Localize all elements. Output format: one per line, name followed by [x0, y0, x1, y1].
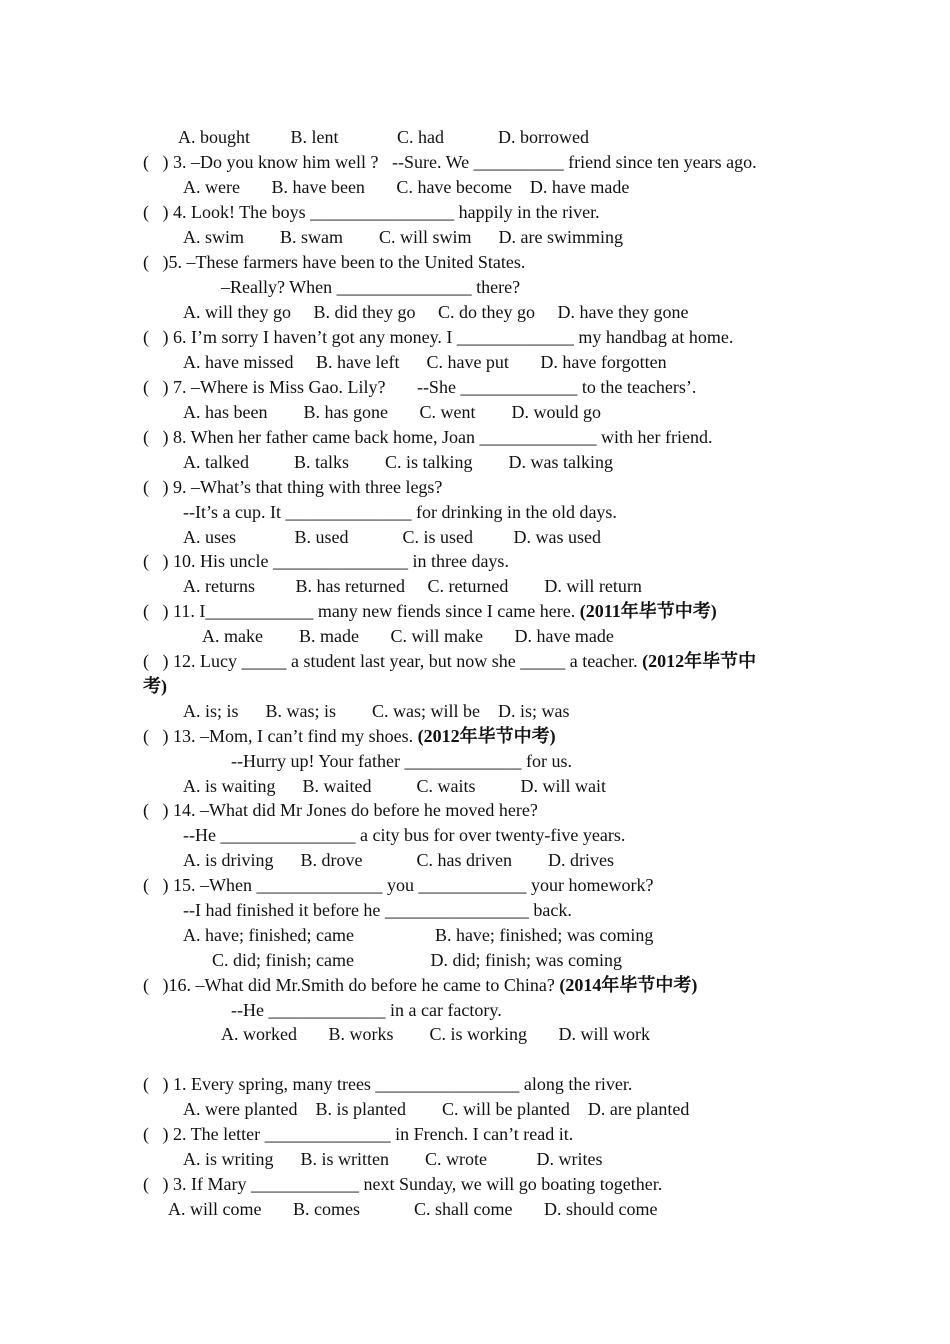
- q8-options: A. talked B. talks C. is talking D. was talking: [183, 452, 613, 472]
- p-q2-options: A. is writing B. is written C. wrote D. writes: [183, 1149, 603, 1169]
- q10-options: A. returns B. has returned C. returned D. will return: [183, 576, 642, 596]
- q16-question-line2: --He _____________ in a car factory.: [231, 1000, 502, 1020]
- q13-question-line2: --Hurry up! Your father _____________ for us.: [231, 751, 572, 771]
- q7-question: ( ) 7. –Where is Miss Gao. Lily? --She _____________ to the teachers’.: [143, 377, 697, 397]
- q15-options-cd: C. did; finish; came D. did; finish; was coming: [212, 950, 622, 970]
- p-q3-options: A. will come B. comes C. shall come D. should come: [168, 1199, 658, 1219]
- q3-options: A. were B. have been C. have become D. have made: [183, 177, 630, 197]
- q15-question: ( ) 15. –When ______________ you ____________ your homework?: [143, 875, 654, 895]
- p-q2-question: ( ) 2. The letter ______________ in French. I can’t read it.: [143, 1124, 574, 1144]
- q11-options: A. make B. made C. will make D. have made: [202, 626, 614, 646]
- q14-question: ( ) 14. –What did Mr Jones do before he moved here?: [143, 800, 538, 820]
- exam-source-tag: (2012年毕节中: [642, 651, 757, 671]
- q5-question-line2: –Really? When _______________ there?: [221, 277, 521, 297]
- q9-question: ( ) 9. –What’s that thing with three legs?: [143, 477, 443, 497]
- q13-question: ( ) 13. –Mom, I can’t find my shoes. (2012年毕节中考): [143, 726, 556, 746]
- p-q1-question: ( ) 1. Every spring, many trees ________________ along the river.: [143, 1074, 633, 1094]
- q16-question: ( )16. –What did Mr.Smith do before he came to China? (2014年毕节中考): [143, 975, 698, 995]
- q7-options: A. has been B. has gone C. went D. would go: [183, 402, 601, 422]
- exam-source-tag: (2011年毕节中考): [579, 601, 717, 621]
- q5-question: ( )5. –These farmers have been to the United States.: [143, 252, 526, 272]
- p-q1-options: A. were planted B. is planted C. will be planted D. are planted: [183, 1099, 690, 1119]
- exam-source-tag: (2014年毕节中考): [559, 975, 698, 995]
- q4-options: A. swim B. swam C. will swim D. are swimming: [183, 227, 623, 247]
- q12-options: A. is; is B. was; is C. was; will be D. is; was: [183, 701, 570, 721]
- q12-question-wrap: [143, 674, 167, 698]
- q14-options: A. is driving B. drove C. has driven D. drives: [183, 850, 614, 870]
- q12-question: ( ) 12. Lucy _____ a student last year, but now she _____ a teacher. (2012年毕节中: [143, 651, 757, 671]
- q9-question-line2: --It’s a cup. It ______________ for drinking in the old days.: [183, 502, 617, 522]
- q5-options: A. will they go B. did they go C. do they go D. have they gone: [183, 302, 689, 322]
- q3-question: ( ) 3. –Do you know him well ? --Sure. We __________ friend since ten years ago.: [143, 152, 757, 172]
- q4-question: ( ) 4. Look! The boys ________________ happily in the river.: [143, 202, 600, 222]
- q15-options-ab: A. have; finished; came B. have; finished; was coming: [183, 925, 654, 945]
- p-q3-question: ( ) 3. If Mary ____________ next Sunday, we will go boating together.: [143, 1174, 663, 1194]
- q8-question: ( ) 8. When her father came back home, Joan _____________ with her friend.: [143, 427, 713, 447]
- exam-source-tag: 考): [143, 676, 167, 696]
- q15-question-line2: --I had finished it before he ________________ back.: [183, 900, 572, 920]
- q6-options: A. have missed B. have left C. have put D. have forgotten: [183, 352, 667, 372]
- exam-source-tag: (2012年毕节中考): [417, 726, 556, 746]
- q9-options: A. uses B. used C. is used D. was used: [183, 527, 601, 547]
- q6-question: ( ) 6. I’m sorry I haven’t got any money. I _____________ my handbag at home.: [143, 327, 734, 347]
- q2-options: A. bought B. lent C. had D. borrowed: [178, 127, 589, 147]
- q13-options: A. is waiting B. waited C. waits D. will wait: [183, 776, 606, 796]
- q14-question-line2: --He _______________ a city bus for over twenty-five years.: [183, 825, 626, 845]
- q10-question: ( ) 10. His uncle _______________ in three days.: [143, 551, 509, 571]
- q16-options: A. worked B. works C. is working D. will work: [221, 1024, 650, 1044]
- q11-question: ( ) 11. I____________ many new fiends since I came here. (2011年毕节中考): [143, 601, 717, 621]
